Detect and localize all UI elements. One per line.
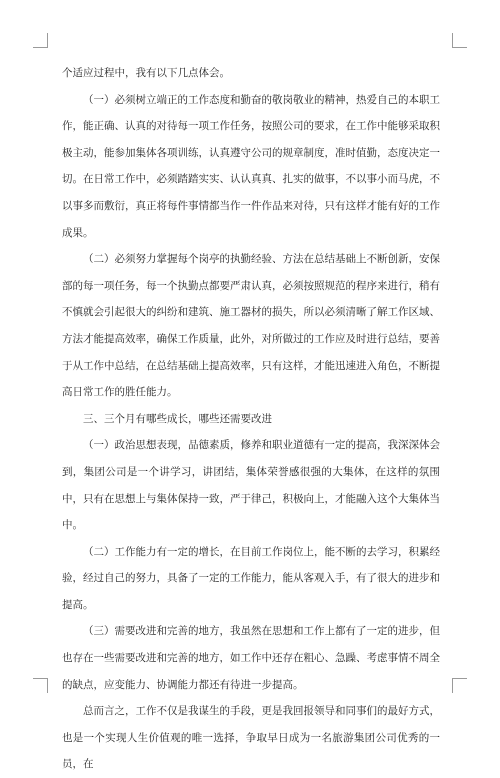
paragraph: 个适应过程中，我有以下几点体会。 <box>62 67 230 79</box>
paragraph: 总而言之，工作不仅是我谋生的手段，更是我回报领导和同事们的最好方式，也是一个实现人生价值观的唯一选择，争取早日成为一名旅游集团公司优秀的一员，在 <box>62 705 440 771</box>
crop-mark-top-right <box>452 33 467 48</box>
paragraph: （一）必须树立端正的工作态度和勤奋的敬岗敬业的精神，热爱自己的本职工作，能正确、认真的对待每一项工作任务，按照公司的要求，在工作中能够采取积极主动，能参加集体各项训练，认真遵守公司的规章制度，准时值勤，态度决定一切。在日常工作中，必须踏踏实实、认认真真、扎实的做事，不以事小而马虎，不以事多而敷衍，真正将每件事情都当作一件作品来对待，只有这样才能有好的工作成果。 <box>62 93 440 239</box>
crop-mark-bottom-right <box>452 678 467 693</box>
paragraph: （一）政治思想表现，品德素质，修养和职业道德有一定的提高，我深深体会到，集团公司是一个讲学习，讲团结，集体荣誉感很强的大集体，在这样的氛围中，只有在思想上与集体保持一致，严于律己，积极向上，才能融入这个大集体当中。 <box>62 439 440 532</box>
document-body <box>62 60 440 778</box>
paragraph: （二）必须努力掌握每个岗亭的执勤经验、方法在总结基础上不断创新，安保部的每一项任务，每一个执勤点都要严肃认真，必须按照规范的程序来进行，稍有不慎就会引起很大的纠纷和建筑、施工器材的损失，所以必须清晰了解工作区域、方法才能提高效率，确保工作质量，此外，对所做过的工作应及时进行总结，要善于从工作中总结，在总结基础上提高效率，只有这样，才能迅速进入角色，不断提高日常工作的胜任能力。 <box>62 253 440 399</box>
paragraph: （二）工作能力有一定的增长，在目前工作岗位上，能不断的去学习，积累经验，经过自己的努力，具备了一定的工作能力，能从客观入手，有了很大的进步和提高。 <box>62 545 440 611</box>
crop-mark-bottom-left <box>33 678 48 693</box>
crop-mark-top-left <box>33 33 48 48</box>
paragraph: （三）需要改进和完善的地方，我虽然在思想和工作上都有了一定的进步，但也存在一些需要改进和完善的地方，如工作中还存在粗心、急躁、考虑事情不周全的缺点，应变能力、协调能力都还有待进一步提高。 <box>62 625 440 691</box>
section-heading: 三、三个月有哪些成长，哪些还需要改进 <box>83 412 272 425</box>
